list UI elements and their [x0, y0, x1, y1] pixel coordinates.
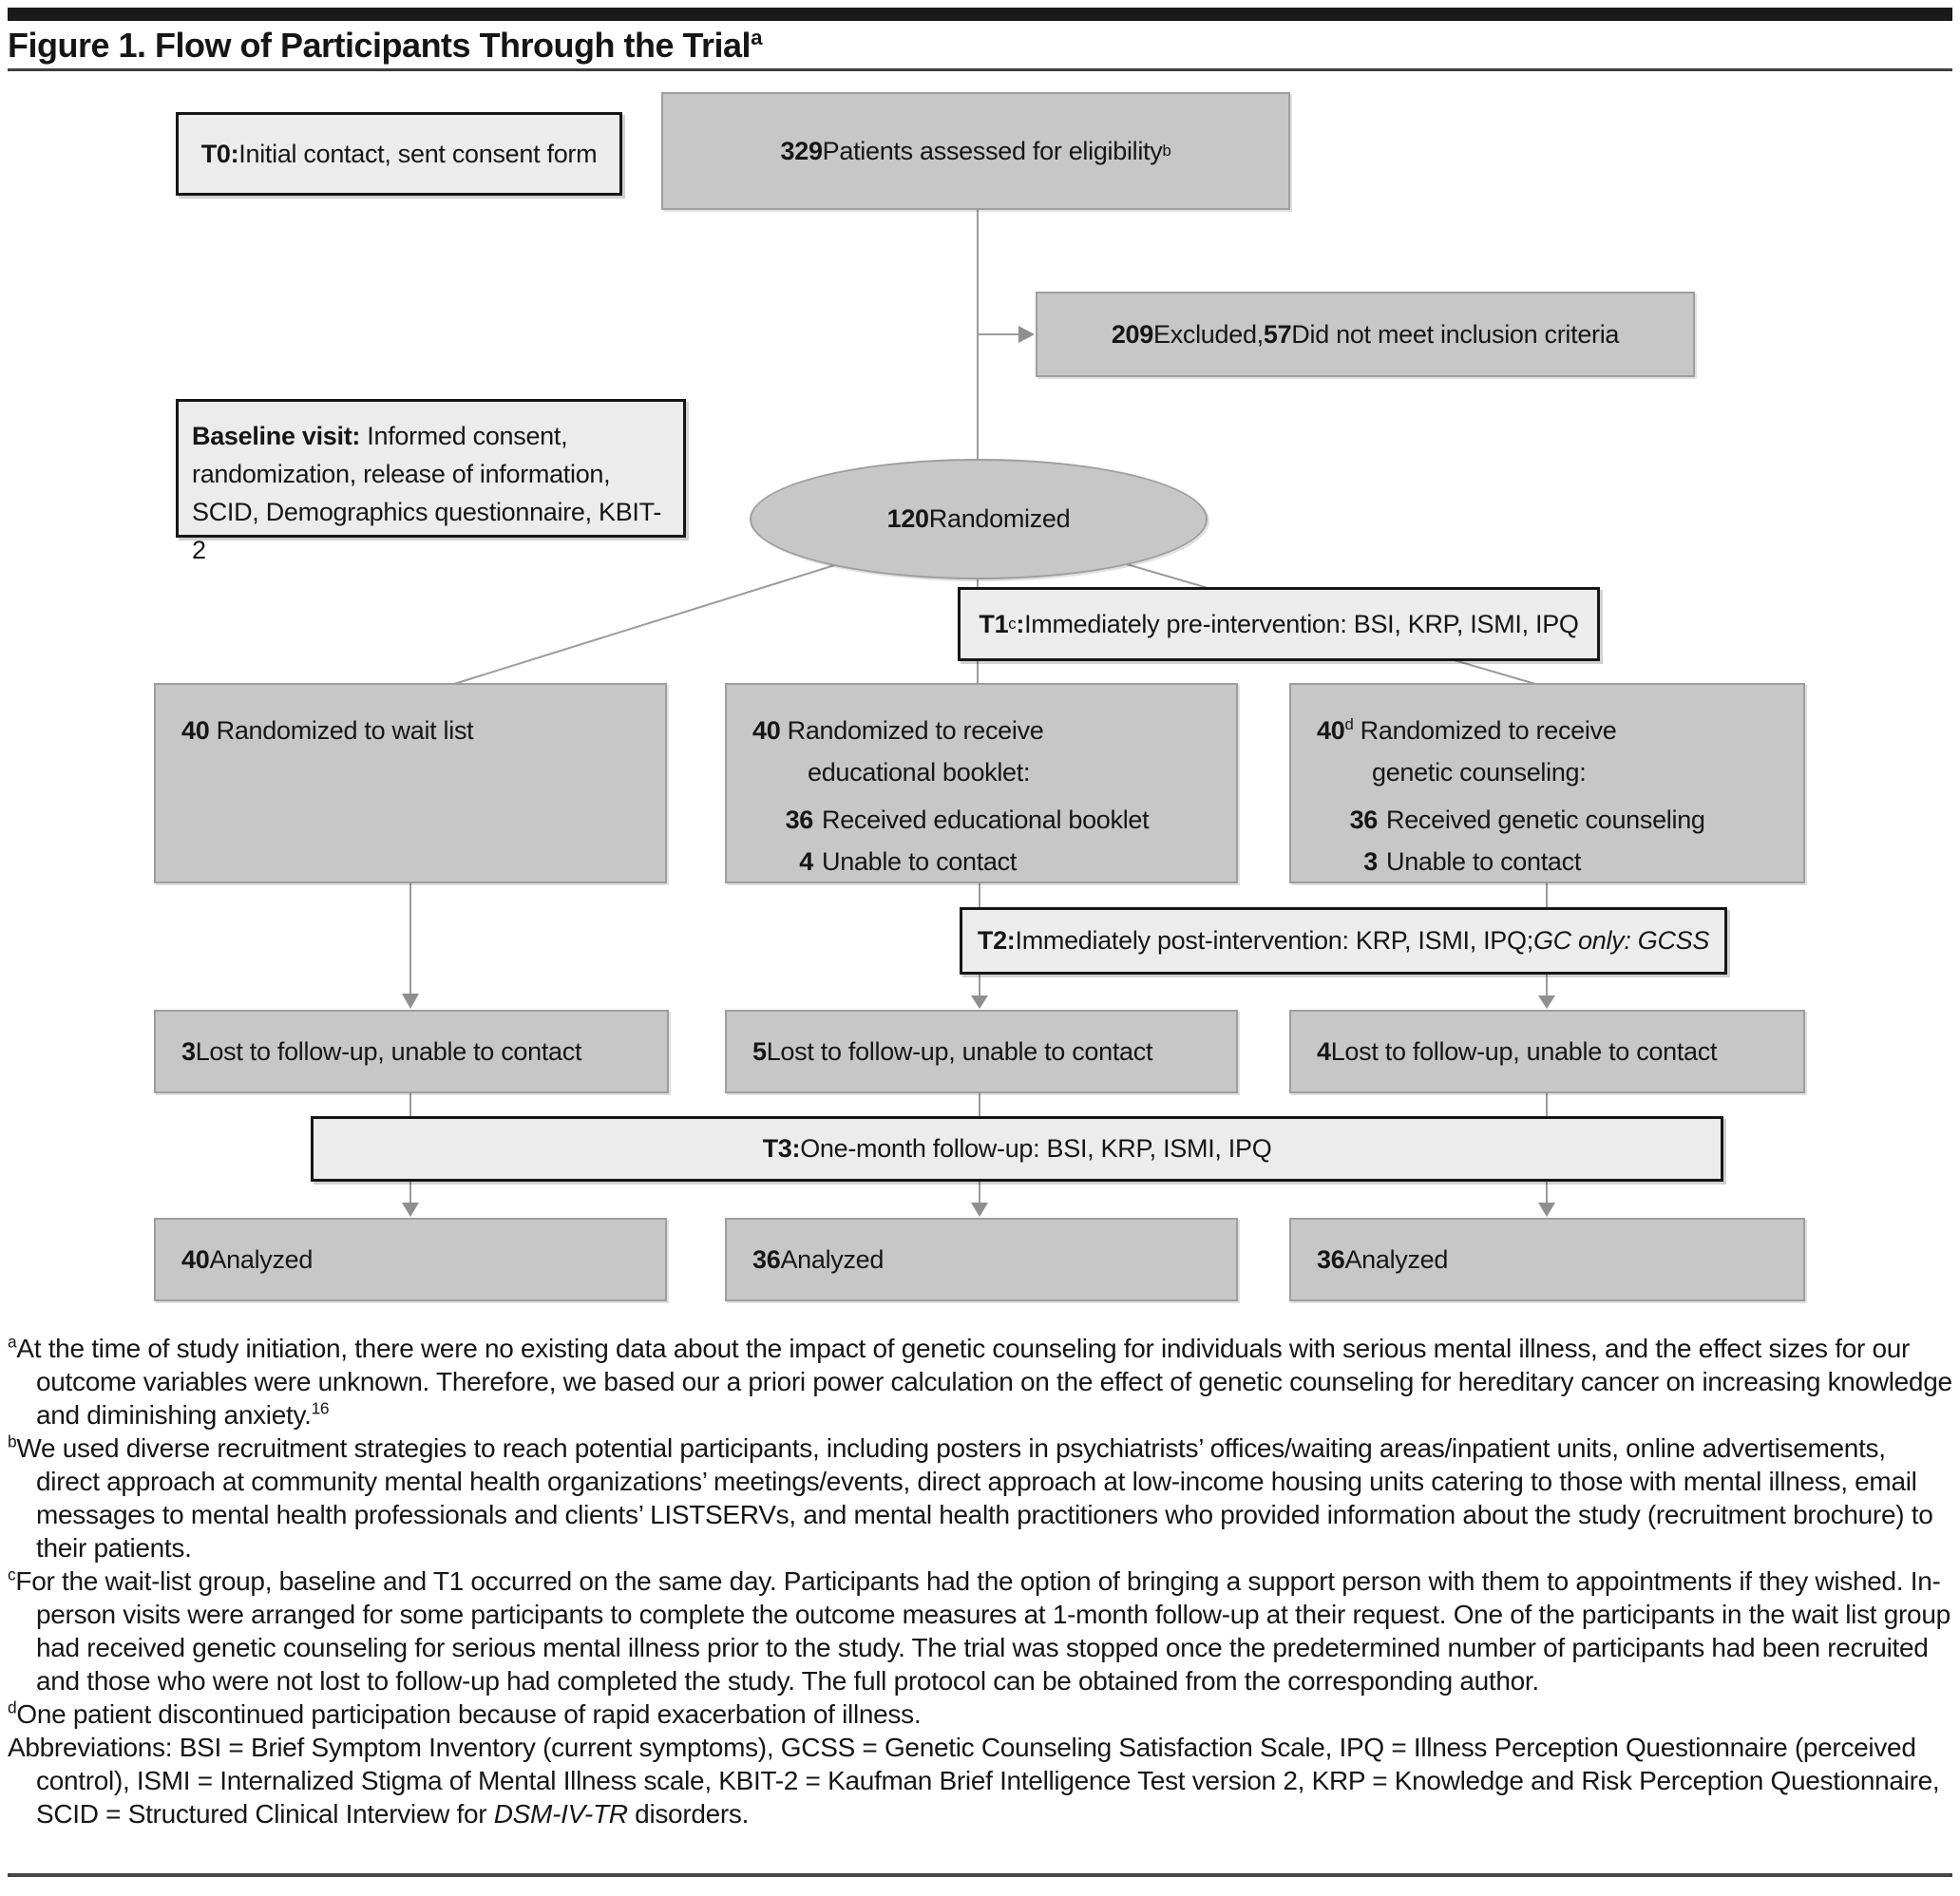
footnotes: [8, 1332, 1952, 1830]
abbreviations: Abbreviations: BSI = Brief Symptom Inventory (current symptoms), GCSS = Genetic Counseling Satisfaction Scale, IPQ = Illness Perception Questionnaire (perceived control), ISMI = Internalized Stigma of Mental Illness scale, KBIT-2 = Kaufman Brief Intelligence Test version 2, KRP = Knowledge and Risk Perception Questionnaire, SCID = Structured Clinical Interview for DSM-IV-TR disorders.: [8, 1733, 1940, 1829]
booklet-arm-box: [725, 683, 1238, 883]
arm-line: 40 Randomized to wait list: [181, 716, 474, 745]
t2-note-box: T2: Immediately post-intervention: KRP, ISMI, IPQ; GC only: GCSS: [960, 907, 1727, 975]
arm-line: [752, 799, 1219, 841]
t1-note-box: T1 c : Immediately pre-intervention: BSI, KRP, ISMI, IPQ: [958, 587, 1600, 661]
arm-count-label: Unable to contact: [1386, 847, 1582, 876]
waitlist-arm-box: [154, 683, 667, 883]
lost-counseling-box: 4 Lost to follow-up, unable to contact: [1289, 1010, 1805, 1093]
excluded-box: 209 Excluded, 57 Did not meet inclusion criteria: [1036, 292, 1695, 377]
top-rule: [8, 8, 1952, 21]
arm-line: [752, 841, 1219, 882]
figure-title: Figure 1. Flow of Participants Through the Trial$^a$: [8, 26, 762, 65]
arm-line: educational booklet:: [808, 758, 1031, 787]
arm-count: 4: [799, 847, 813, 876]
arm-line: genetic counseling:: [1372, 758, 1587, 787]
analyzed-counseling-box: 36 Analyzed: [1289, 1218, 1805, 1301]
arm-count: 36: [1349, 806, 1378, 834]
bottom-rule: [8, 1873, 1952, 1877]
arm-count-label: Unable to contact: [822, 847, 1018, 876]
arm-line: [1317, 799, 1786, 841]
arm-count-label: Received educational booklet: [822, 806, 1150, 834]
arm-line: 40$^d$ Randomized to receive: [1317, 715, 1617, 745]
t3-note-box: T3: One-month follow-up: BSI, KRP, ISMI, IPQ: [311, 1116, 1723, 1182]
t0-note-box: T0: Initial contact, sent consent form: [176, 112, 622, 196]
baseline-line: SCID, Demographics questionnaire, KBIT-2: [192, 498, 662, 564]
randomized-ellipse: 120 Randomized: [750, 459, 1208, 579]
arm-line: [1317, 841, 1786, 882]
baseline-line: randomization, release of information,: [192, 460, 611, 488]
baseline-line: Baseline visit: Informed consent,: [192, 422, 568, 450]
analyzed-waitlist-box: 40 Analyzed: [154, 1218, 667, 1301]
footnote-d: $^d$One patient discontinued participation because of rapid exacerbation of illness.: [8, 1697, 922, 1729]
arm-count: 3: [1363, 847, 1378, 876]
arm-count-label: Received genetic counseling: [1386, 806, 1705, 834]
baseline-note-box: [176, 399, 686, 564]
footnote-b: $^b$We used diverse recruitment strategies to reach potential participants, including posters in psychiatrists’ offices/waiting areas/inpatient units, online advertisements, direct approach at community mental health organizations’ meetings/events, direct approach at low-income housing units catering to those with mental illness, email messages to mental health professionals and clients’ LISTSERVs, and mental health practitioners who provided information about the study (recruitment brochure) to their patients.: [8, 1431, 1933, 1563]
arm-line: 40 Randomized to receive: [752, 716, 1044, 745]
footnote-a: $^a$At the time of study initiation, there were no existing data about the impact of genetic counseling for individuals with serious mental illness, and the effect sizes for our outcome variables were unknown. Therefore, we based our a priori power calculation on the effect of genetic counseling for hereditary cancer on increasing knowledge and diminishing anxiety.$^{16}$: [8, 1332, 1952, 1430]
arm-count: 36: [785, 806, 813, 834]
footnote-c: $^c$For the wait-list group, baseline and T1 occurred on the same day. Participants had the option of bringing a support person with them to appointments if they wished. In-person visits were arranged for some participants to complete the outcome measures at 1-month follow-up at their request. One of the participants in the wait list group had received genetic counseling for serious mental illness prior to the study. The trial was stopped once the predetermined number of participants had been recruited and those who were not lost to follow-up had completed the study. The full protocol can be obtained from the corresponding author.: [8, 1564, 1950, 1696]
analyzed-booklet-box: 36 Analyzed: [725, 1218, 1238, 1301]
counseling-arm-box: [1289, 683, 1805, 883]
title-underline: [8, 68, 1952, 71]
lost-booklet-box: 5 Lost to follow-up, unable to contact: [725, 1010, 1238, 1093]
lost-waitlist-box: 3 Lost to follow-up, unable to contact: [154, 1010, 669, 1093]
eligibility-box: 329 Patients assessed for eligibility b: [661, 92, 1290, 210]
